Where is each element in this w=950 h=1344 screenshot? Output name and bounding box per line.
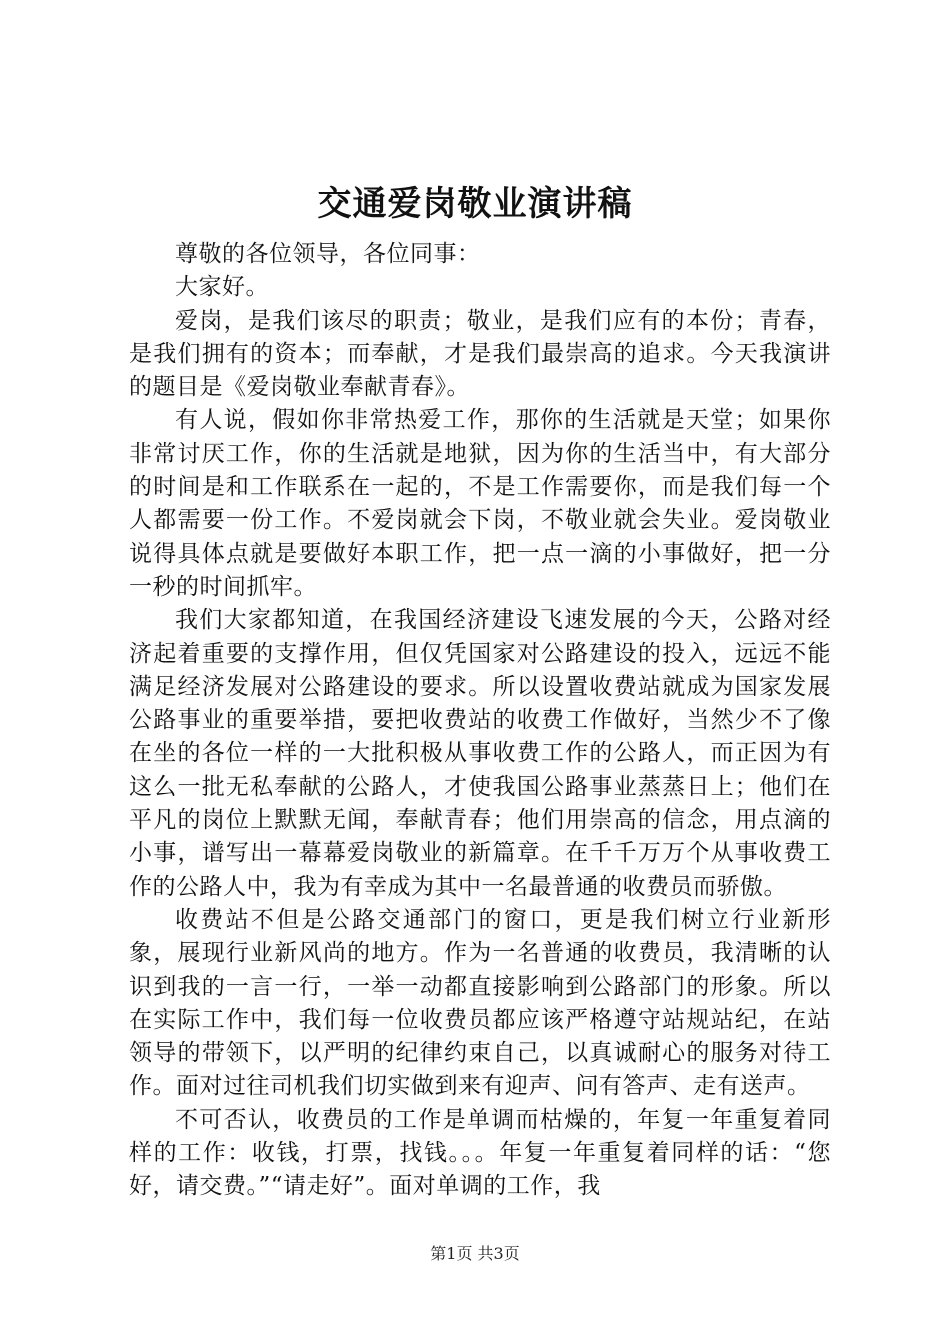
- page-number-footer: 第1页 共3页: [430, 1244, 520, 1263]
- salutation-paragraph: 大家好。: [175, 274, 269, 301]
- document-title: 交通爱岗敬业演讲稿: [317, 184, 633, 224]
- body-paragraph: 不可否认，收费员的工作是单调而枯燥的，年复一年重复着同样的工作：收钱，打票，找钱。。。年复一年重复着同样的话：“您好，请交费。”“请走好”。面对单调的工作，我: [129, 1106, 831, 1200]
- body-paragraph: 爱岗，是我们该尽的职责；敬业，是我们应有的本份；青春，是我们拥有的资本；而奉献，才是我们最崇高的追求。今天我演讲的题目是《爱岗敬业奉献青春》。: [129, 307, 831, 401]
- greeting-paragraph: 尊敬的各位领导，各位同事：: [175, 241, 481, 267]
- body-paragraph: 有人说，假如你非常热爱工作，那你的生活就是天堂；如果你非常讨厌工作，你的生活就是地狱，因为你的生活当中，有大部分的时间是和工作联系在一起的，不是工作需要你，而是我们每一个人都需要一份工作。不爱岗就会下岗，不敬业就会失业。爱岗敬业说得具体点就是要做好本职工作，把一点一滴的小事做好，把一分一秒的时间抓牢。: [129, 407, 831, 600]
- body-paragraph: 收费站不但是公路交通部门的窗口，更是我们树立行业新形象，展现行业新风尚的地方。作为一名普通的收费员，我清晰的认识到我的一言一行，一举一动都直接影响到公路部门的形象。所以在实际工作中，我们每一位收费员都应该严格遵守站规站纪，在站领导的带领下，以严明的纪律约束自己，以真诚耐心的服务对待工作。面对过往司机我们切实做到来有迎声、问有答声、走有送声。: [129, 906, 831, 1100]
- body-paragraph: 我们大家都知道，在我国经济建设飞速发展的今天，公路对经济起着重要的支撑作用，但仅凭国家对公路建设的投入，远远不能满足经济发展对公路建设的要求。所以设置收费站就成为国家发展公路事业的重要举措，要把收费站的收费工作做好，当然少不了像在坐的各位一样的一大批积极从事收费工作的公路人，而正因为有这么一批无私奉献的公路人，才使我国公路事业蒸蒸日上；他们在平凡的岗位上默默无闻，奉献青春；他们用崇高的信念，用点滴的小事，谱写出一幕幕爱岗敬业的新篇章。在千千万万个从事收费工作的公路人中，我为有幸成为其中一名最普通的收费员而骄傲。: [129, 607, 831, 900]
- document-body: [129, 238, 831, 1204]
